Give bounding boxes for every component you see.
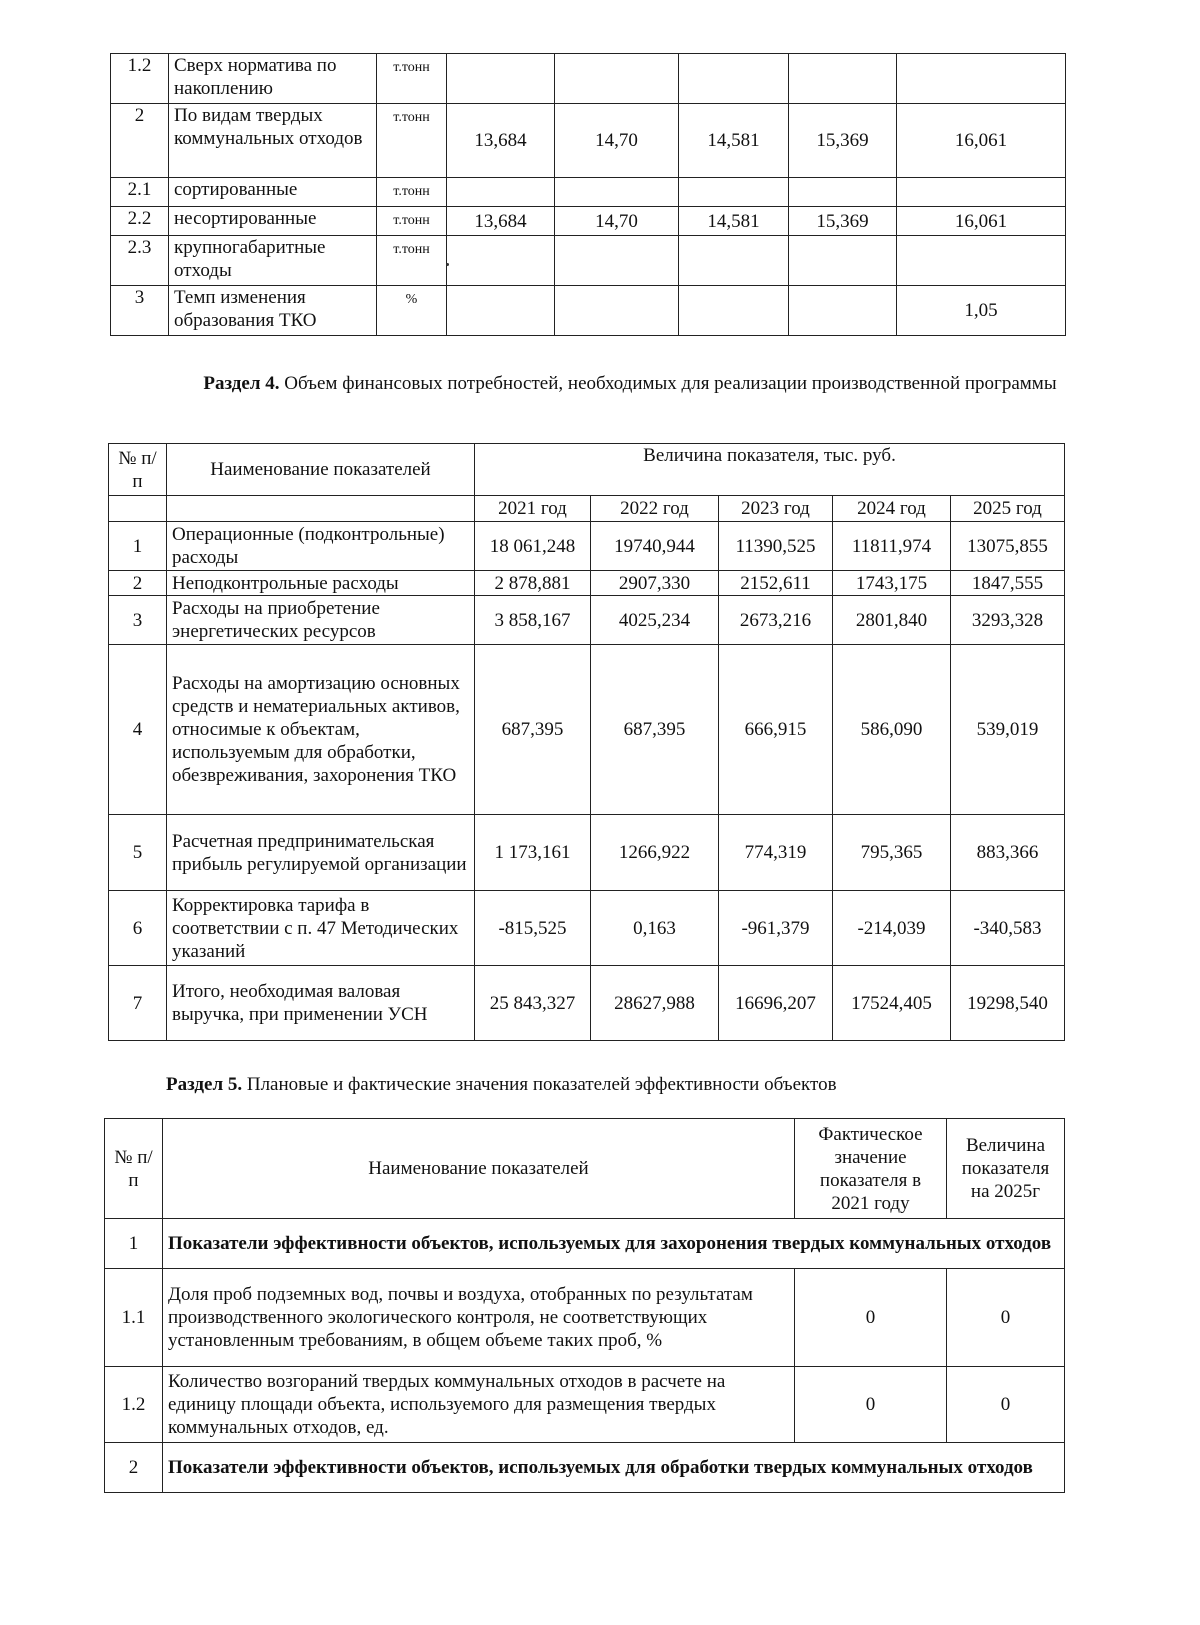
cell-value bbox=[679, 178, 789, 207]
cell-value: 28627,988 bbox=[591, 966, 719, 1041]
row-number: 1.2 bbox=[105, 1367, 163, 1443]
table-row bbox=[111, 178, 1066, 207]
cell-value: 1,05 bbox=[897, 286, 1066, 336]
table-row bbox=[109, 815, 1065, 891]
cell-value: 11390,525 bbox=[719, 522, 833, 571]
row-number: 5 bbox=[109, 815, 167, 891]
table-row bbox=[111, 236, 1066, 286]
cell-value: 2673,216 bbox=[719, 596, 833, 645]
cell-value: 2801,840 bbox=[833, 596, 951, 645]
finance-table bbox=[108, 443, 1065, 1041]
cell-value bbox=[789, 54, 897, 104]
table-row bbox=[109, 891, 1065, 966]
cell-value bbox=[555, 236, 679, 286]
row-number: 6 bbox=[109, 891, 167, 966]
row-number: 1 bbox=[109, 522, 167, 571]
cell-value: 18 061,248 bbox=[475, 522, 591, 571]
cell-value: 0,163 bbox=[591, 891, 719, 966]
cell-value: 16,061 bbox=[897, 104, 1066, 178]
row-name: Темп изменения образования ТКО bbox=[169, 286, 377, 336]
cell-value: 1266,922 bbox=[591, 815, 719, 891]
row-number: 1 bbox=[105, 1219, 163, 1269]
row-unit: т.тонн bbox=[377, 236, 447, 286]
cell-value: 687,395 bbox=[591, 645, 719, 815]
volume-table bbox=[110, 53, 1066, 336]
cell-value: 14,581 bbox=[679, 207, 789, 236]
efficiency-table bbox=[104, 1118, 1065, 1493]
cell-value bbox=[789, 236, 897, 286]
cell-value: -815,525 bbox=[475, 891, 591, 966]
years-row bbox=[109, 496, 1065, 522]
header-row bbox=[109, 444, 1065, 496]
cell-value bbox=[679, 286, 789, 336]
row-number: 1.2 bbox=[111, 54, 169, 104]
row-name: По видам твердых коммунальных отходов bbox=[169, 104, 377, 178]
table-row bbox=[105, 1443, 1065, 1493]
table-row bbox=[111, 207, 1066, 236]
cell-value bbox=[555, 54, 679, 104]
cell-value: 15,369 bbox=[789, 104, 897, 178]
year-header: 2023 год bbox=[719, 496, 833, 522]
cell-value: 883,366 bbox=[951, 815, 1065, 891]
table-row bbox=[109, 645, 1065, 815]
section5-heading bbox=[150, 1073, 966, 1096]
cell-value bbox=[555, 286, 679, 336]
table-row bbox=[105, 1367, 1065, 1443]
row-name: сортированные bbox=[169, 178, 377, 207]
cell-value: 4025,234 bbox=[591, 596, 719, 645]
header-number: № п/п bbox=[109, 444, 167, 496]
row-name: Операционные (подконтрольные) расходы bbox=[167, 522, 475, 571]
row-unit: т.тонн bbox=[377, 207, 447, 236]
cell-fact: 0 bbox=[795, 1269, 947, 1367]
year-header: 2021 год bbox=[475, 496, 591, 522]
row-name: несортированные bbox=[169, 207, 377, 236]
cell-value: 19740,944 bbox=[591, 522, 719, 571]
cell-value: 687,395 bbox=[475, 645, 591, 815]
row-unit: % bbox=[377, 286, 447, 336]
row-unit: т.тонн bbox=[377, 104, 447, 178]
row-name: Расходы на приобретение энергетических ресурсов bbox=[167, 596, 475, 645]
header-number: № п/п bbox=[105, 1119, 163, 1219]
group-title: Показатели эффективности объектов, используемых для обработки твердых коммунальных отходов bbox=[163, 1443, 1065, 1493]
cell-fact: 0 bbox=[795, 1367, 947, 1443]
header-value: Величина показателя, тыс. руб. bbox=[475, 444, 1065, 496]
cell-value bbox=[555, 178, 679, 207]
table-row bbox=[111, 286, 1066, 336]
table-row bbox=[105, 1269, 1065, 1367]
row-unit: т.тонн bbox=[377, 178, 447, 207]
row-name: Количество возгораний твердых коммунальных отходов в расчете на единицу площади объекта, используемого для размещения твердых коммунальных отходов, ед. bbox=[163, 1367, 795, 1443]
cell-value: -340,583 bbox=[951, 891, 1065, 966]
cell-value: 795,365 bbox=[833, 815, 951, 891]
table-row bbox=[109, 596, 1065, 645]
scan-speck bbox=[446, 263, 449, 266]
empty-cell bbox=[167, 496, 475, 522]
cell-plan: 0 bbox=[947, 1367, 1065, 1443]
cell-value bbox=[789, 178, 897, 207]
cell-value: 539,019 bbox=[951, 645, 1065, 815]
row-name: Доля проб подземных вод, почвы и воздуха, отобранных по результатам производственного экологического контроля, не соответствующих установленным требованиям, в общем объеме таких проб, % bbox=[163, 1269, 795, 1367]
year-header: 2024 год bbox=[833, 496, 951, 522]
section4-title: Объем финансовых потребностей, необходимых для реализации производственной программы bbox=[279, 373, 1057, 394]
section5-label: Раздел 5. bbox=[166, 1074, 243, 1095]
cell-value bbox=[789, 286, 897, 336]
cell-value bbox=[897, 236, 1066, 286]
cell-value: 25 843,327 bbox=[475, 966, 591, 1041]
cell-value: 13075,855 bbox=[951, 522, 1065, 571]
cell-value: 3 858,167 bbox=[475, 596, 591, 645]
cell-value: 1 173,161 bbox=[475, 815, 591, 891]
row-name: Неподконтрольные расходы bbox=[167, 571, 475, 596]
cell-value: 14,70 bbox=[555, 104, 679, 178]
row-number: 2.2 bbox=[111, 207, 169, 236]
row-unit: т.тонн bbox=[377, 54, 447, 104]
cell-value: 666,915 bbox=[719, 645, 833, 815]
row-number: 2.1 bbox=[111, 178, 169, 207]
group-title: Показатели эффективности объектов, используемых для захоронения твердых коммунальных отходов bbox=[163, 1219, 1065, 1269]
row-number: 2.3 bbox=[111, 236, 169, 286]
cell-value: 19298,540 bbox=[951, 966, 1065, 1041]
year-header: 2025 год bbox=[951, 496, 1065, 522]
section4-heading bbox=[190, 372, 1070, 395]
cell-value: 2 878,881 bbox=[475, 571, 591, 596]
cell-value: 11811,974 bbox=[833, 522, 951, 571]
cell-plan: 0 bbox=[947, 1269, 1065, 1367]
cell-value: 16,061 bbox=[897, 207, 1066, 236]
cell-value: 14,70 bbox=[555, 207, 679, 236]
cell-value: 774,319 bbox=[719, 815, 833, 891]
table-row bbox=[109, 571, 1065, 596]
row-name: Корректировка тарифа в соответствии с п. 47 Методических указаний bbox=[167, 891, 475, 966]
cell-value: 2152,611 bbox=[719, 571, 833, 596]
header-name: Наименование показателей bbox=[167, 444, 475, 496]
table-row bbox=[109, 966, 1065, 1041]
row-number: 2 bbox=[105, 1443, 163, 1493]
table-row bbox=[111, 104, 1066, 178]
cell-value: 17524,405 bbox=[833, 966, 951, 1041]
row-number: 3 bbox=[111, 286, 169, 336]
row-name: Сверх норматива по накоплению bbox=[169, 54, 377, 104]
row-number: 2 bbox=[111, 104, 169, 178]
cell-value bbox=[447, 178, 555, 207]
row-name: Расходы на амортизацию основных средств и нематериальных активов, относимые к объектам, используемым для обработки, обезвреживания, захоронения ТКО bbox=[167, 645, 475, 815]
cell-value bbox=[897, 178, 1066, 207]
cell-value bbox=[447, 286, 555, 336]
empty-cell bbox=[109, 496, 167, 522]
cell-value bbox=[447, 236, 555, 286]
cell-value bbox=[897, 54, 1066, 104]
row-name: Итого, необходимая валовая выручка, при применении УСН bbox=[167, 966, 475, 1041]
header-fact: Фактическое значение показателя в 2021 году bbox=[795, 1119, 947, 1219]
header-plan: Величина показателя на 2025г bbox=[947, 1119, 1065, 1219]
row-number: 4 bbox=[109, 645, 167, 815]
cell-value: 13,684 bbox=[447, 207, 555, 236]
table-row bbox=[111, 54, 1066, 104]
cell-value: 586,090 bbox=[833, 645, 951, 815]
cell-value: 2907,330 bbox=[591, 571, 719, 596]
table-row bbox=[109, 522, 1065, 571]
cell-value: 3293,328 bbox=[951, 596, 1065, 645]
cell-value bbox=[447, 54, 555, 104]
cell-value: -961,379 bbox=[719, 891, 833, 966]
year-header: 2022 год bbox=[591, 496, 719, 522]
row-name: Расчетная предпринимательская прибыль регулируемой организации bbox=[167, 815, 475, 891]
cell-value: 16696,207 bbox=[719, 966, 833, 1041]
header-row bbox=[105, 1119, 1065, 1219]
cell-value: 1743,175 bbox=[833, 571, 951, 596]
row-number: 7 bbox=[109, 966, 167, 1041]
table-row bbox=[105, 1219, 1065, 1269]
row-number: 3 bbox=[109, 596, 167, 645]
section4-label: Раздел 4. bbox=[203, 373, 280, 394]
row-number: 2 bbox=[109, 571, 167, 596]
row-number: 1.1 bbox=[105, 1269, 163, 1367]
section5-title: Плановые и фактические значения показателей эффективности объектов bbox=[242, 1074, 837, 1095]
cell-value: 1847,555 bbox=[951, 571, 1065, 596]
cell-value bbox=[679, 236, 789, 286]
row-name: крупногабаритные отходы bbox=[169, 236, 377, 286]
cell-value: 14,581 bbox=[679, 104, 789, 178]
cell-value: -214,039 bbox=[833, 891, 951, 966]
cell-value: 15,369 bbox=[789, 207, 897, 236]
cell-value bbox=[679, 54, 789, 104]
header-name: Наименование показателей bbox=[163, 1119, 795, 1219]
cell-value: 13,684 bbox=[447, 104, 555, 178]
